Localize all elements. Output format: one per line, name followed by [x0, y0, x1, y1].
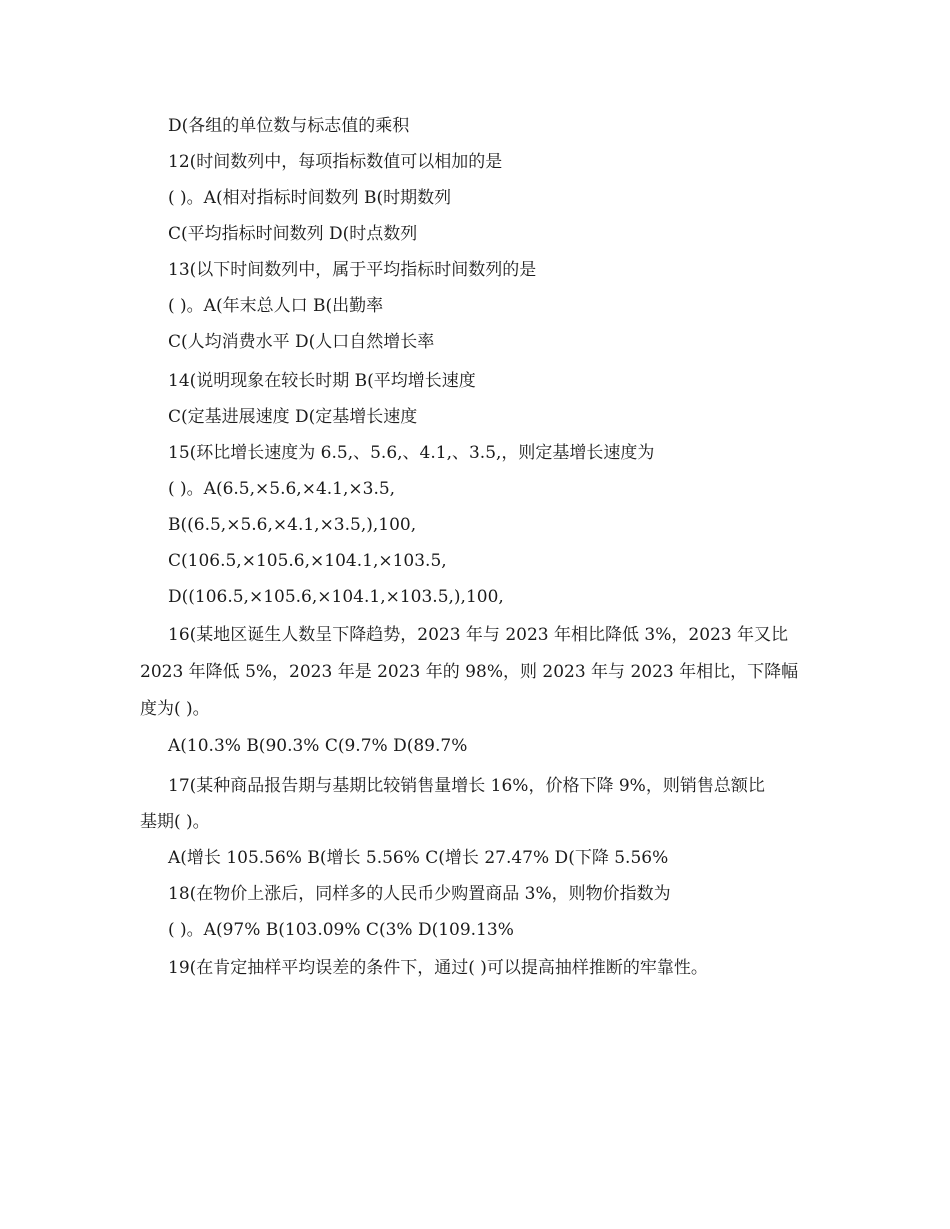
question-16-options: A(10.3% B(90.3% C(9.7% D(89.7%: [168, 736, 468, 756]
question-17-stem-line-1: 17(某种商品报告期与基期比较销售量增长 16%，价格下降 9%，则销售总额比: [168, 776, 765, 796]
question-19-stem: 19(在肯定抽样平均误差的条件下，通过( )可以提高抽样推断的牢靠性。: [168, 958, 708, 978]
question-18-stem: 18(在物价上涨后，同样多的人民币少购置商品 3%，则物价指数为: [168, 884, 671, 904]
question-16-stem-line-2: 2023 年降低 5%，2023 年是 2023 年的 98%，则 2023 年与 2023 年相比，下降幅: [140, 662, 799, 682]
question-15-option-d: D((106.5,×105.6,×104.1,×103.5,),100,: [168, 587, 504, 607]
question-12-options-cd: C(平均指标时间数列 D(时点数列: [168, 224, 418, 244]
question-13-stem: 13(以下时间数列中，属于平均指标时间数列的是: [168, 260, 537, 280]
question-15-option-b: B((6.5,×5.6,×4.1,×3.5,),100,: [168, 515, 417, 535]
question-15-option-a: ( )。A(6.5,×5.6,×4.1,×3.5,: [168, 479, 396, 499]
question-16-stem-line-1: 16(某地区诞生人数呈下降趋势，2023 年与 2023 年相比降低 3%，2023 年又比: [168, 625, 789, 645]
question-17-stem-line-2: 基期( )。: [140, 812, 210, 832]
question-14-options-cd: C(定基进展速度 D(定基增长速度: [168, 407, 418, 427]
question-16-stem-line-3: 度为( )。: [140, 699, 210, 719]
question-15-stem: 15(环比增长速度为 6.5,、5.6,、4.1,、3.5,，则定基增长速度为: [168, 443, 655, 463]
question-12-options-ab: ( )。A(相对指标时间数列 B(时期数列: [168, 188, 452, 208]
question-17-options: A(增长 105.56% B(增长 5.56% C(增长 27.47% D(下降 5.56%: [168, 848, 669, 868]
question-15-option-c: C(106.5,×105.6,×104.1,×103.5,: [168, 551, 447, 571]
text-line: D(各组的单位数与标志值的乘积: [168, 116, 410, 136]
question-12-stem: 12(时间数列中，每项指标数值可以相加的是: [168, 152, 503, 172]
question-18-options: ( )。A(97% B(103.09% C(3% D(109.13%: [168, 920, 514, 940]
question-13-options-ab: ( )。A(年末总人口 B(出勤率: [168, 296, 384, 316]
question-14-stem: 14(说明现象在较长时期 B(平均增长速度: [168, 371, 476, 391]
question-13-options-cd: C(人均消费水平 D(人口自然增长率: [168, 332, 435, 352]
